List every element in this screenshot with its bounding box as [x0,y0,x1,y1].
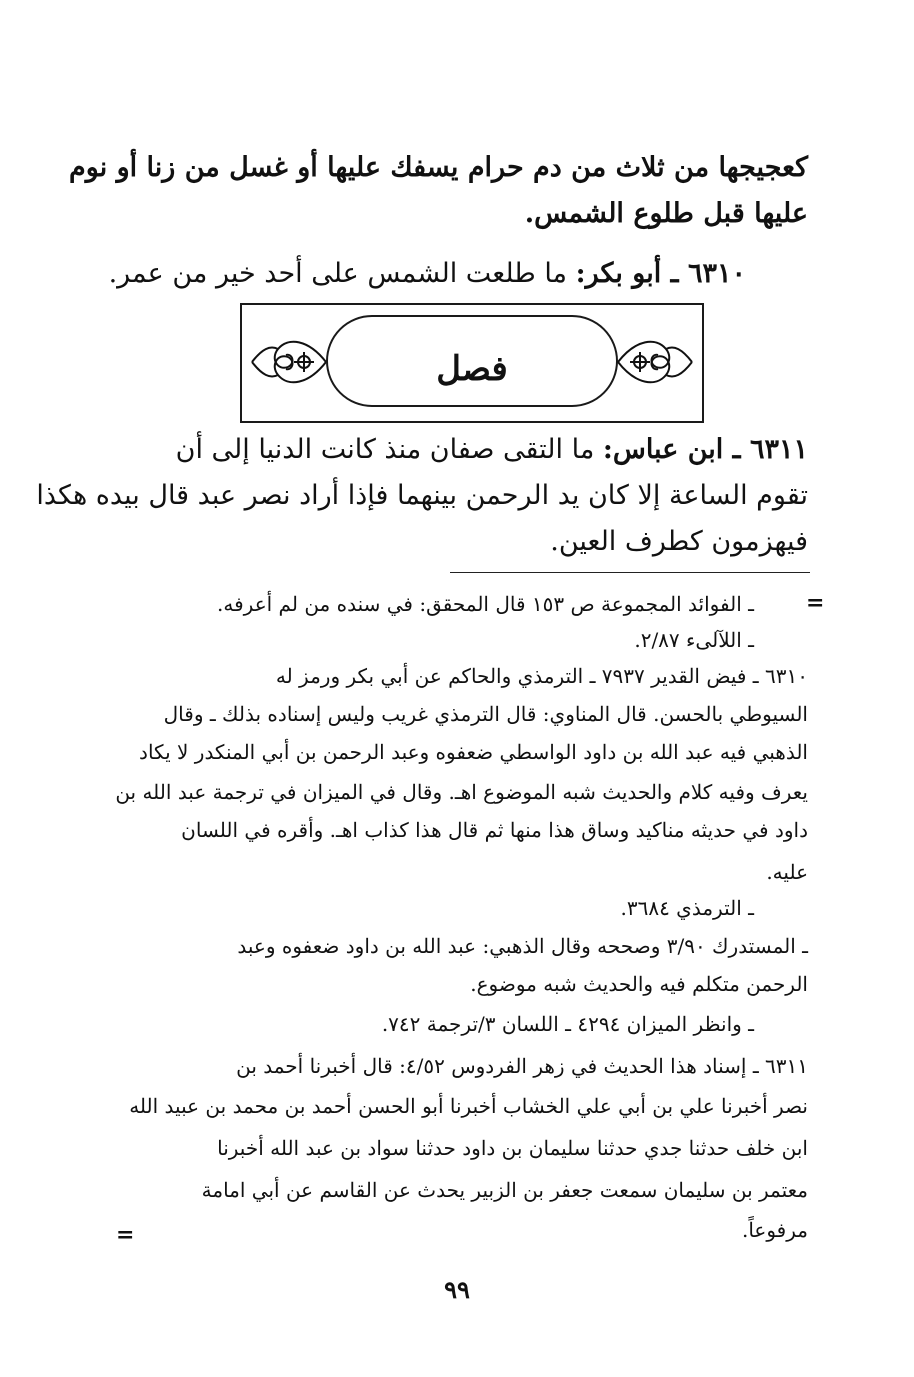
page-number: ٩٩ [444,1275,470,1304]
main-line-2: عليها قبل طلوع الشمس. [524,198,808,229]
footnote-line: السيوطي بالحسن. قال المناوي: قال الترمذي غريب وليس إسناده بذلك ـ وقال [163,702,808,726]
footnote-line: ـ وانظر الميزان ٤٢٩٤ ـ اللسان ٣/ترجمة ٧٤٢. [381,1012,754,1036]
right-ornament-icon [610,319,696,405]
footnote-line: معتمر بن سليمان سمعت جعفر بن الزبير يحدث عن القاسم عن أبي امامة [201,1178,808,1202]
footnote-line: نصر أخبرنا علي بن أبي علي الخشاب أخبرنا أبو الحسن أحمد بن محمد بن عبيد الله [129,1094,808,1118]
footnote-line: الذهبي فيه عبد الله بن داود الواسطي ضعفوه وعبد الرحمن بن أبي المنكدر لا يكاد [139,740,808,764]
entry-6311-line-1 [176,434,808,465]
footnote-line: ٦٣١٠ ـ فيض القدير ٧٩٣٧ ـ الترمذي والحاكم عن أبي بكر ورمز له [275,664,808,688]
entry-6310-text: ما طلعت الشمس على أحد خير من عمر. [108,258,576,289]
footnote-line: ابن خلف حدثنا جدي حدثنا سليمان بن داود حدثنا سواد بن عبد الله أخبرنا [217,1136,808,1160]
continuation-mark-bottom: = [116,1222,135,1248]
entry-6311-line-3: فيهزمون كطرف العين. [550,526,808,557]
footnote-line: عليه. [766,860,808,884]
footnote-line: مرفوعاً. [741,1218,808,1242]
section-frame [240,303,704,423]
entry-6311-text-1: ما التقى صفان منذ كانت الدنيا إلى أن [175,434,603,465]
section-cartouche [326,315,618,407]
entry-6310-number: ٦٣١٠ ـ أبو بكر: [575,258,746,289]
entry-6310 [109,258,746,289]
footnote-line: يعرف وفيه كلام والحديث شبه الموضوع اهـ. وقال في الميزان في ترجمة عبد الله بن [115,780,808,804]
entry-6311-number: ٦٣١١ ـ ابن عباس: [602,434,808,465]
footnote-line: ٦٣١١ ـ إسناد هذا الحديث في زهر الفردوس ٤/٥٢: قال أخبرنا أحمد بن [236,1054,808,1078]
footnote-separator [450,572,810,573]
footnote-line: داود في حديثه مناكيد وساق هذا منها ثم قال هذا كذاب اهـ. وأقره في اللسان [181,818,808,842]
section-title: فصل [436,349,508,389]
entry-6311-line-2: تقوم الساعة إلا كان يد الرحمن بينهما فإذا أراد نصر عبد قال بيده هكذا [36,480,808,511]
footnote-line: ـ الترمذي ٣٦٨٤. [620,896,754,920]
footnote-line: ـ المستدرك ٣/٩٠ وصححه وقال الذهبي: عبد الله بن داود ضعفوه وعبد [237,934,808,958]
left-ornament-icon [248,319,334,405]
continuation-mark-top: = [806,590,825,616]
footnote-line: ـ اللآلىء ٢/٨٧. [634,628,754,652]
main-line-1: كعجيجها من ثلاث من دم حرام يسفك عليها أو غسل من زنا أو نوم [69,152,808,183]
footnote-line: الرحمن متكلم فيه والحديث شبه موضوع. [470,972,808,996]
footnote-line: ـ الفوائد المجموعة ص ١٥٣ قال المحقق: في سنده من لم أعرفه. [217,592,754,616]
